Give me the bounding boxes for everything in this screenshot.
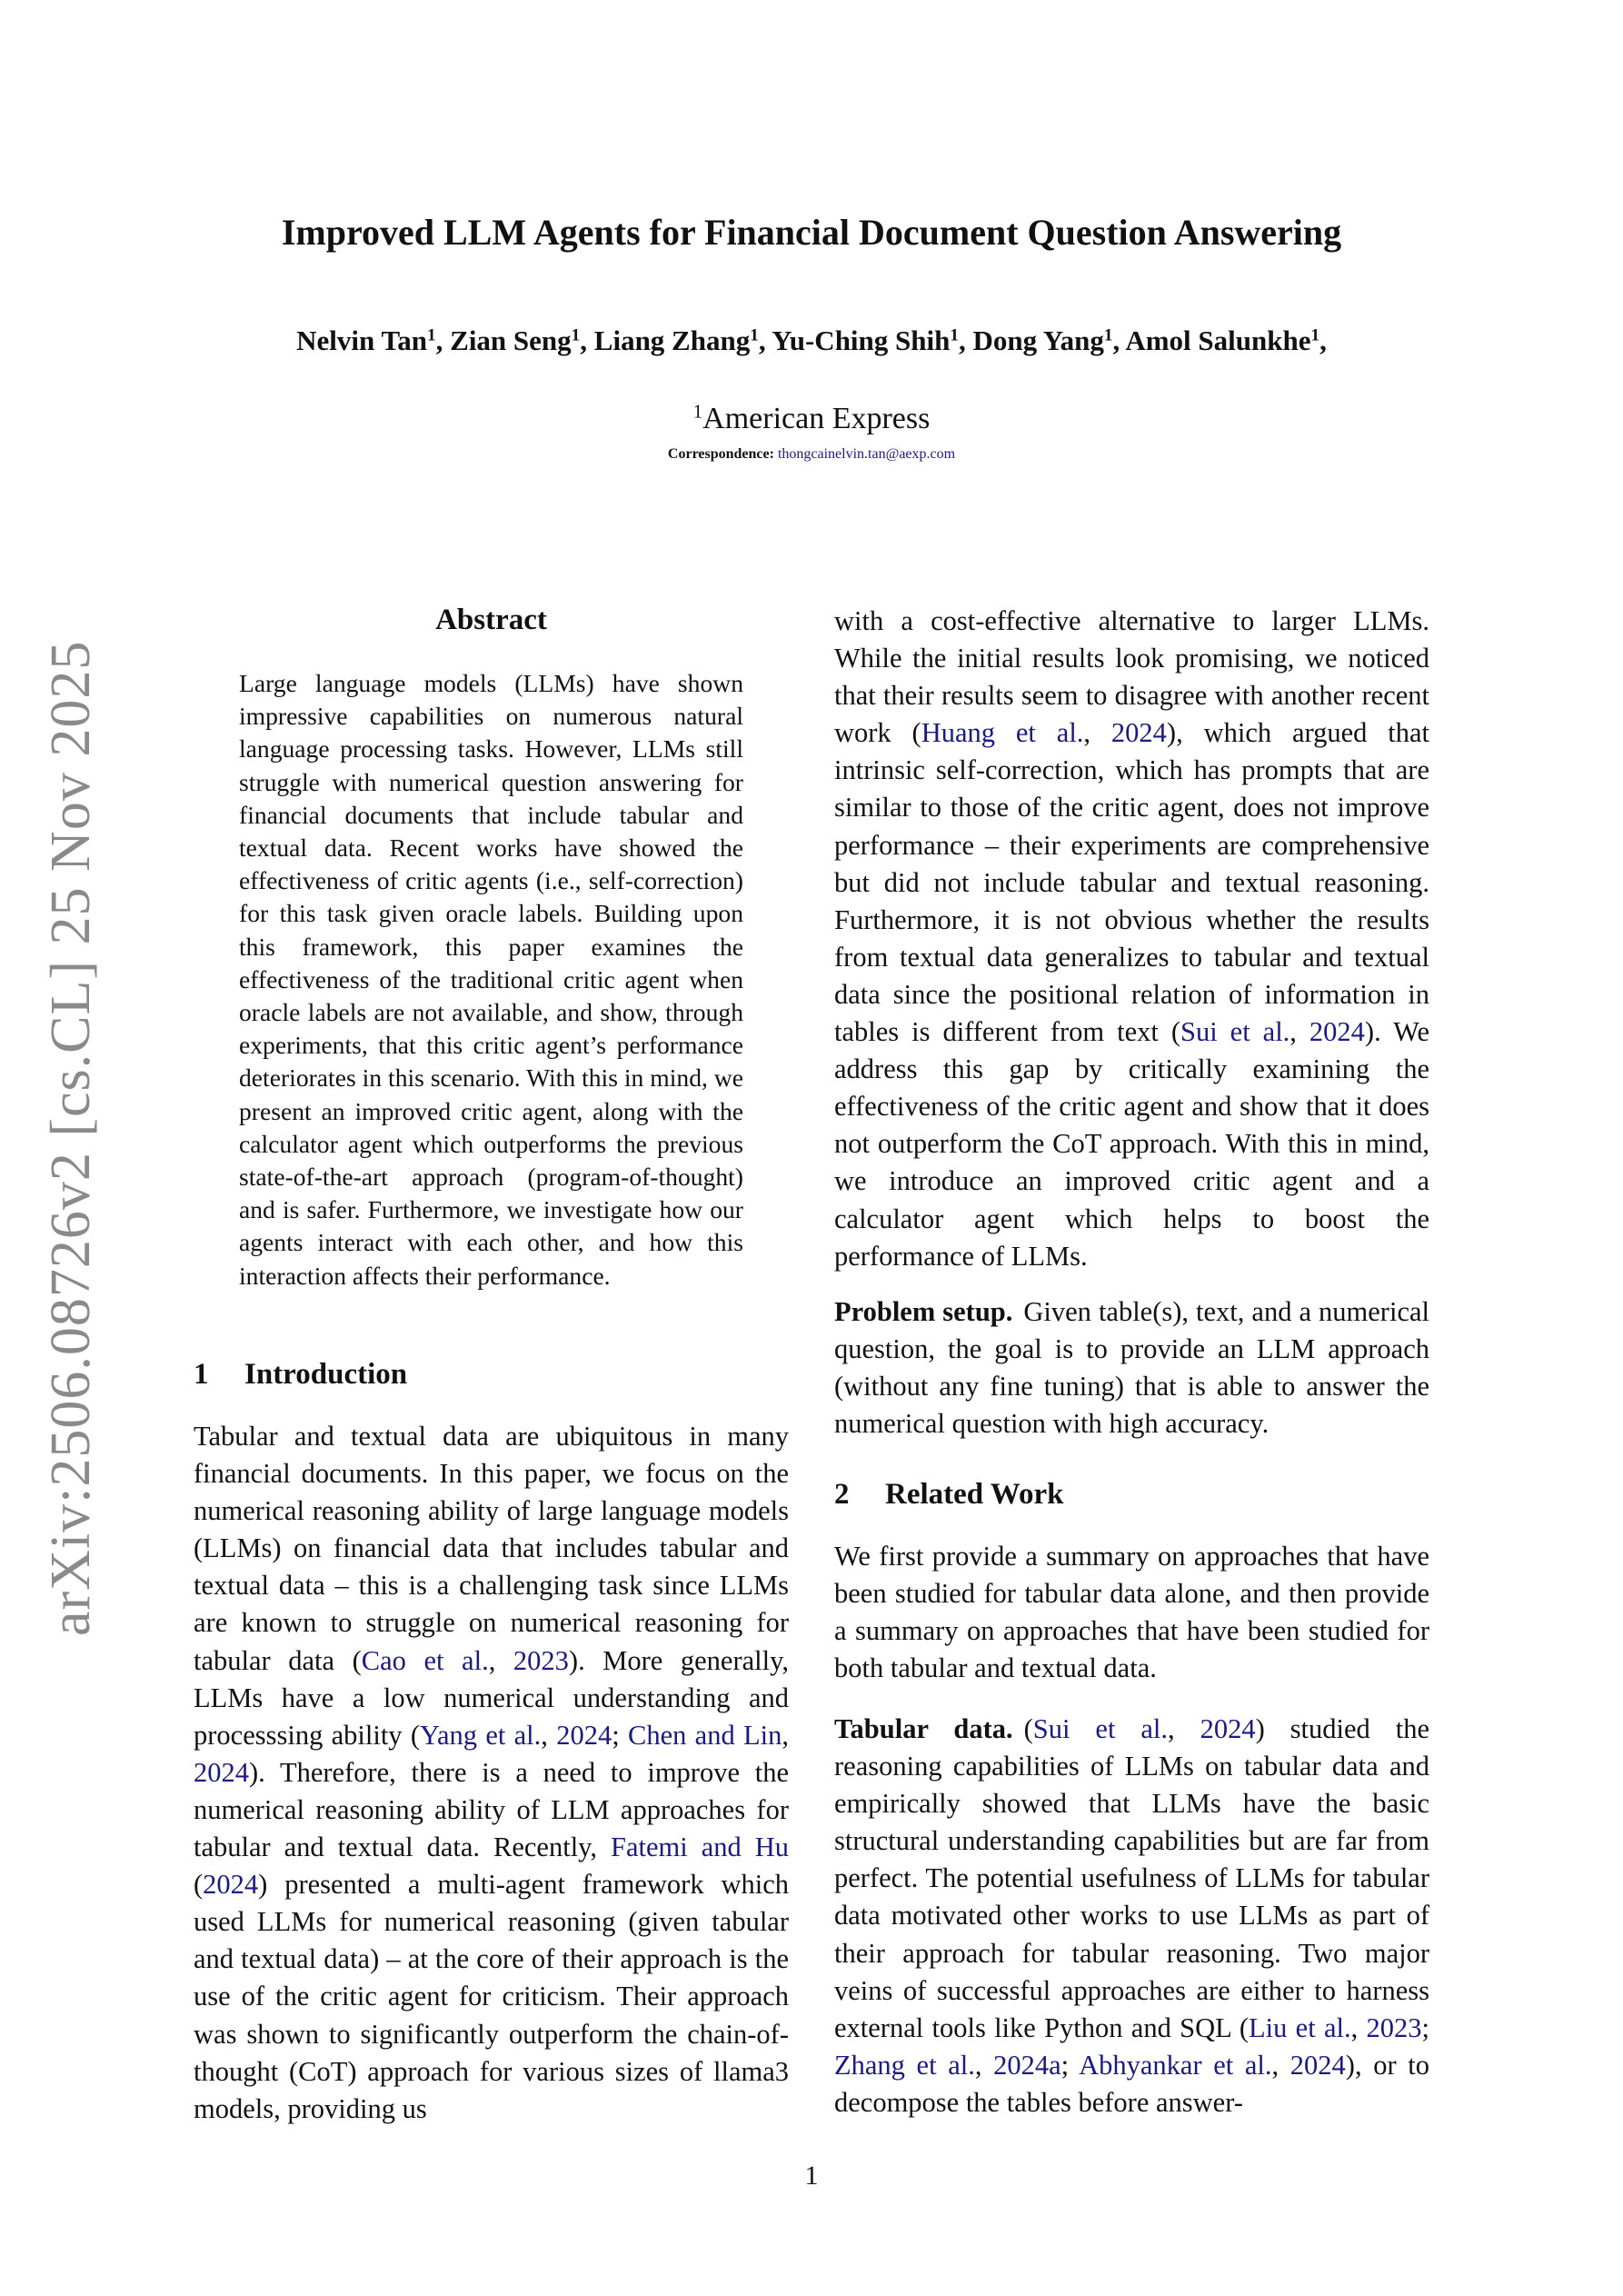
author-name: Zian Seng <box>450 324 572 356</box>
body-text: , <box>1350 2011 1367 2043</box>
arxiv-identifier-stamp <box>40 640 102 1636</box>
section-number: 2 <box>834 1478 850 1511</box>
body-text: , <box>541 1719 557 1751</box>
body-text: , <box>1271 2049 1290 2081</box>
author-separator: , <box>758 324 772 356</box>
introduction-paragraph-continued <box>834 603 1429 1275</box>
section-title: Introduction <box>244 1358 408 1391</box>
author-affiliation-mark: 1 <box>1103 325 1113 345</box>
section-title: Related Work <box>885 1478 1064 1511</box>
author-separator: , <box>435 324 451 356</box>
body-text: ), or to decompose the tables before answer- <box>834 2049 1429 2118</box>
correspondence-email-link[interactable]: thongcainelvin.tan@aexp.com <box>777 446 956 462</box>
citation-link[interactable]: Sui et al. <box>1032 1713 1169 1744</box>
author-separator: , <box>958 324 973 356</box>
body-text: , <box>488 1644 513 1676</box>
affiliation-mark: 1 <box>692 400 703 423</box>
citation-link[interactable]: 2024 <box>203 1869 259 1901</box>
body-text: ( <box>1023 1713 1033 1744</box>
body-text: , <box>782 1719 789 1751</box>
paper-title: Improved LLM Agents for Financial Document Question Answering <box>281 212 1342 253</box>
body-text: ( <box>194 1869 204 1901</box>
tabular-data-paragraph <box>834 1711 1429 2121</box>
author-affiliation-mark: 1 <box>950 325 959 345</box>
body-text: ; <box>1060 2049 1080 2081</box>
author-separator: , <box>1112 324 1126 356</box>
body-text: , <box>1083 717 1111 749</box>
body-text: ). More generally, LLMs have a low numerical understanding and processsing ability ( <box>194 1644 790 1751</box>
arxiv-stamp-text: arXiv:2506.08726v2 [cs.CL] 25 Nov 2025 <box>40 640 102 1636</box>
author-affiliation-mark: 1 <box>427 325 436 345</box>
citation-link[interactable]: 2024 <box>556 1719 612 1751</box>
author-name: Dong Yang <box>972 324 1104 356</box>
abstract-body <box>239 667 743 1293</box>
body-text: ), which argued that intrinsic self-correction, which has prompts that are similar to those of the critic agent, does not improve performance – their experiments are comprehensive but did not include tabular and textual reasoning. Furthermore, it is not obvious whether the results from textual data generalizes to tabular and textual data since the positional relation of information in tables is different from text ( <box>834 717 1430 1048</box>
body-text: ; <box>1421 2011 1429 2043</box>
citation-link[interactable]: Zhang et al. <box>834 2049 975 2081</box>
body-text: ; <box>612 1719 628 1751</box>
author-affiliation-mark: 1 <box>1310 325 1320 345</box>
section-heading-introduction <box>194 1356 789 1393</box>
author-name: Amol Salunkhe <box>1125 324 1311 356</box>
abstract-heading: Abstract <box>435 604 547 636</box>
tabular-data-text <box>834 1713 1429 2118</box>
author-name: Yu-Ching Shih <box>772 324 951 356</box>
citation-link[interactable]: Liu et al. <box>1249 2011 1351 2043</box>
citation-link[interactable]: 2023 <box>513 1644 569 1676</box>
author-affiliation-mark: 1 <box>750 325 759 345</box>
problem-setup-paragraph <box>834 1293 1429 1442</box>
affiliation <box>0 400 1623 438</box>
citation-link[interactable]: Cao et al. <box>361 1644 489 1676</box>
citation-link[interactable]: 2024 <box>1200 1713 1256 1744</box>
citation-link[interactable]: Huang et al. <box>921 717 1084 749</box>
citation-link[interactable]: Abhyankar et al. <box>1079 2049 1272 2081</box>
citation-link[interactable]: Fatemi and Hu <box>611 1832 789 1863</box>
problem-setup-label: Problem setup. <box>834 1296 1013 1327</box>
body-text: Tabular and textual data are ubiquitous in many financial documents. In this paper, we focus on the numerical reasoning ability of large language models (LLMs) on financial data that includes tabular and textual data – this is a challenging task since LLMs are known to struggle on numerical reasoning for tabular data ( <box>194 1421 789 1676</box>
body-text: , <box>974 2049 994 2081</box>
citation-link[interactable]: 2024a <box>993 2049 1061 2081</box>
body-text: ). Therefore, there is a need to improve the numerical reasoning ability of LLM approaches for tabular and textual data. Recently, <box>194 1756 789 1863</box>
introduction-paragraph <box>194 1418 789 2128</box>
author-separator: , <box>580 324 594 356</box>
citation-link[interactable]: 2024 <box>1110 717 1167 749</box>
related-work-paragraph <box>834 1538 1429 1687</box>
affiliation-name: American Express <box>702 402 931 435</box>
citation-link[interactable]: 2024 <box>194 1756 249 1788</box>
citation-link[interactable]: 2023 <box>1366 2011 1422 2043</box>
correspondence-line <box>0 445 1623 464</box>
body-text: Given table(s), text, and a numerical question, the goal is to provide an LLM approach (without any fine tuning) that is able to answer the numerical question with high accuracy. <box>834 1296 1429 1440</box>
body-text: ) studied the reasoning capabilities of LLMs on tabular data and empirically showed that LLMs have the basic structural understanding capabilities but are far from perfect. The potential usefulness of LLMs for tabular data motivated other works to use LLMs as part of their approach for tabular reasoning. Two major veins of successful approaches are either to harness external tools like Python and SQL ( <box>834 1713 1429 2043</box>
section-number: 1 <box>194 1358 209 1391</box>
citation-link[interactable]: Chen and Lin <box>628 1719 782 1751</box>
citation-link[interactable]: 2024 <box>1309 1016 1365 1048</box>
body-text: , <box>1168 1713 1200 1744</box>
citation-link[interactable]: Yang et al. <box>420 1719 542 1751</box>
correspondence-label: Correspondence: <box>667 446 774 462</box>
author-affiliation-mark: 1 <box>571 325 581 345</box>
body-text: , <box>1289 1016 1309 1048</box>
tabular-data-label: Tabular data. <box>834 1713 1013 1744</box>
section-heading-related-work <box>834 1476 1429 1512</box>
body-text: with a cost-effective alternative to larger LLMs. While the initial results look promising, we noticed that their results seem to disagree with another recent work ( <box>834 605 1429 749</box>
citation-link[interactable]: Sui et al. <box>1180 1016 1290 1048</box>
author-list <box>0 323 1623 359</box>
body-text: We first provide a summary on approaches that have been studied for tabular data alone, and then provide a summary on approaches that have been studied for both tabular and textual data. <box>834 1541 1429 1684</box>
body-text: ) presented a multi-agent framework which used LLMs for numerical reasoning (given tabular and textual data) – at the core of their approach is the use of the critic agent for criticism. Their approach was shown to significantly outperform the chain-of-thought (CoT) approach for various sizes of llama3 models, providing us <box>194 1869 789 2124</box>
body-text: ). We address this gap by critically examining the effectiveness of the critic agent and show that it does not outperform the CoT approach. With this in mind, we introduce an improved critic agent and a calculator agent which helps to boost the performance of LLMs. <box>834 1016 1429 1272</box>
page-number: 1 <box>804 2161 819 2191</box>
author-separator: , <box>1319 324 1327 356</box>
author-name: Nelvin Tan <box>296 324 428 356</box>
citation-link[interactable]: 2024 <box>1289 2049 1346 2081</box>
body-text: Large language models (LLMs) have shown impressive capabilities on numerous natural language processing tasks. However, LLMs still struggle with numerical question answering for financial documents that include tabular and textual data. Recent works have showed the effectiveness of critic agents (i.e., self-correction) for this task given oracle labels. Building upon this framework, this paper examines the effectiveness of the traditional critic agent when oracle labels are not available, and show, through experiments, that this critic agent’s performance deteriorates in this scenario. With this in mind, we present an improved critic agent, along with the calculator agent which outperforms the previous state-of-the-art approach (program-of-thought) and is safer. Furthermore, we investigate how our agents interact with each other, and how this interaction affects their performance. <box>239 669 743 1290</box>
author-name: Liang Zhang <box>593 324 751 356</box>
